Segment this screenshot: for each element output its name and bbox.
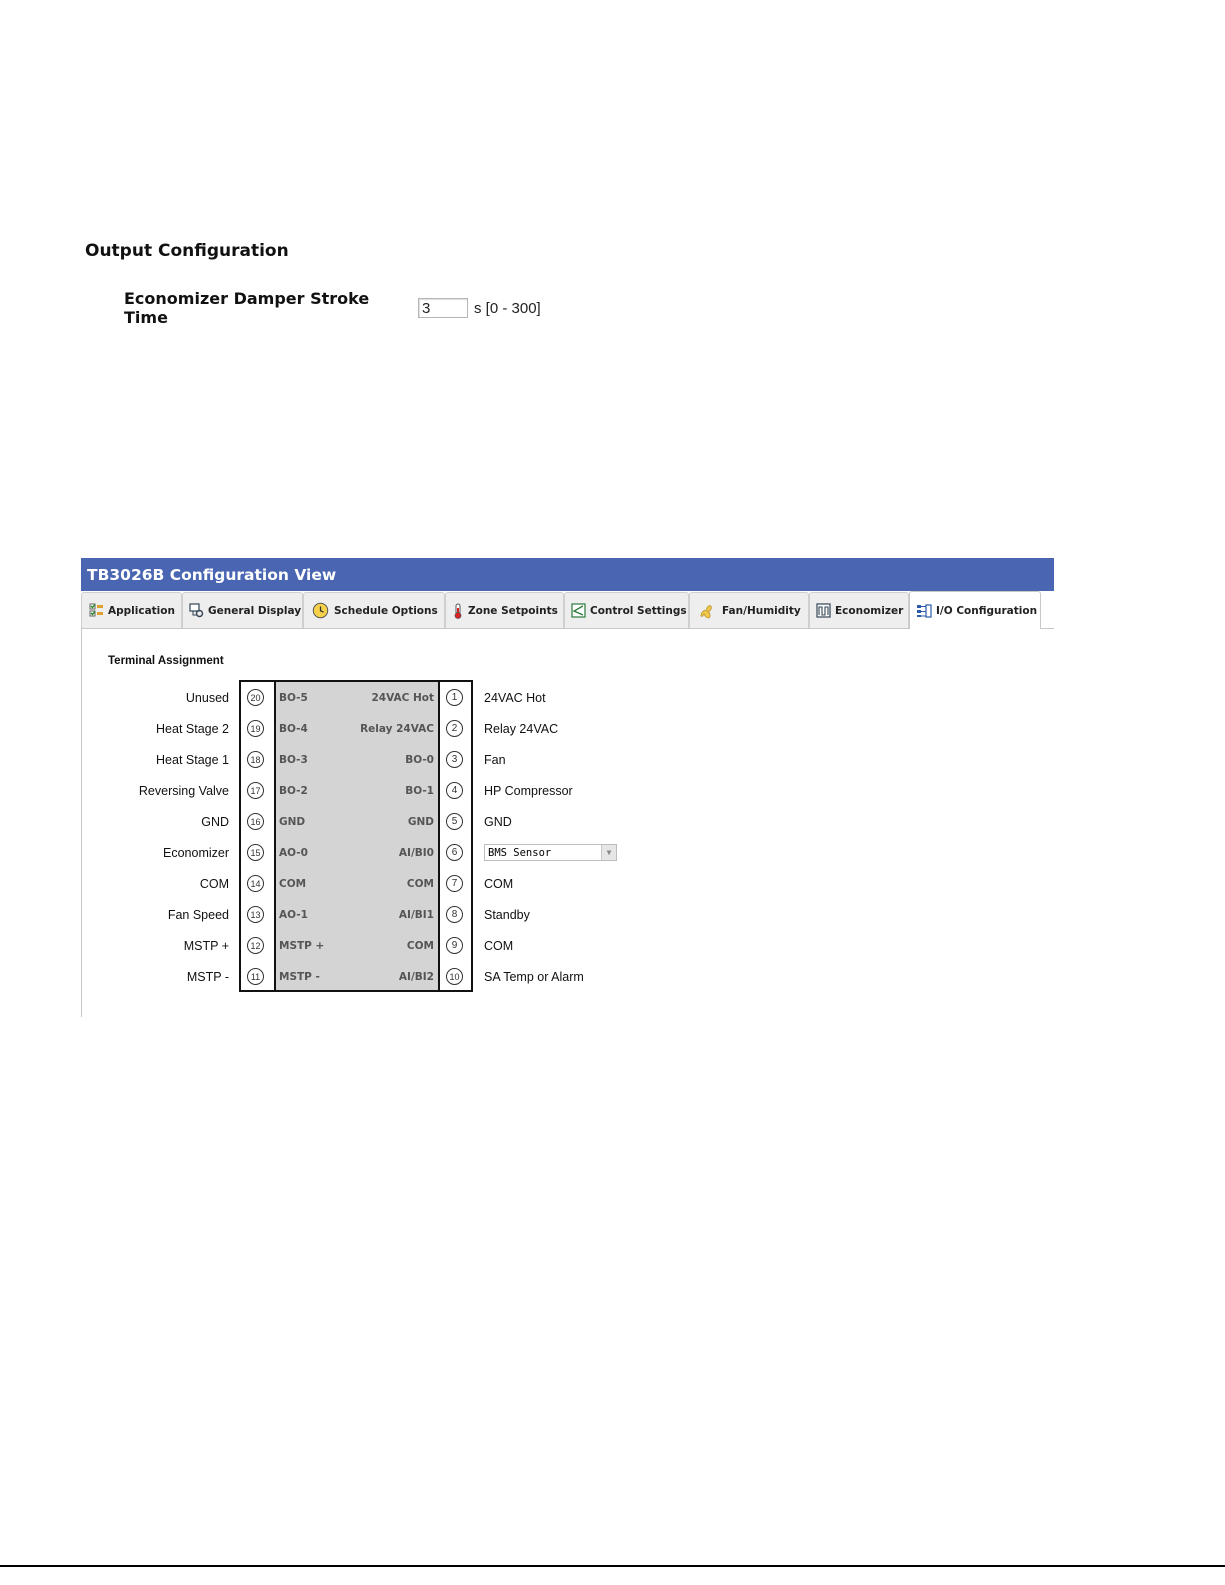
left-pin-number: 17 [247, 782, 264, 799]
damper-stroke-time-input[interactable]: 3 [418, 298, 468, 318]
tab-application[interactable] [81, 592, 182, 628]
display-settings-icon [189, 603, 204, 619]
right-terminal-name: COM [406, 939, 434, 952]
left-pin-number: 14 [247, 875, 264, 892]
tab-control-settings[interactable] [564, 592, 689, 628]
terminal-row [82, 744, 1055, 775]
left-function-label: Reversing Valve [138, 783, 229, 798]
right-function-label: 24VAC Hot [484, 690, 546, 705]
damper-stroke-time-label: Economizer Damper Stroke Time [124, 289, 370, 327]
right-function-label: SA Temp or Alarm [484, 969, 584, 984]
right-terminal-name: BO-1 [405, 784, 434, 797]
right-function-label: COM [484, 938, 514, 953]
checklist-icon [88, 603, 104, 619]
terminal-row [82, 930, 1055, 961]
left-function-label: COM [199, 876, 229, 891]
select-value: BMS Sensor [488, 846, 552, 859]
right-function-label: COM [484, 876, 514, 891]
terminal-row [82, 775, 1055, 806]
left-function-label: Fan Speed [167, 907, 229, 922]
left-terminal-name: BO-5 [279, 691, 308, 704]
chevron-down-icon[interactable]: ▼ [601, 845, 616, 860]
right-pin-number: 3 [446, 751, 463, 768]
io-icon [916, 603, 932, 619]
tab-economizer[interactable] [809, 592, 909, 628]
terminal-row [82, 837, 1055, 868]
output-configuration-title: Output Configuration [85, 241, 289, 261]
right-pin-number: 7 [446, 875, 463, 892]
tab-label: Application [108, 604, 175, 617]
tab-label: Economizer [835, 604, 904, 617]
right-terminal-name: AI/BI2 [398, 970, 434, 983]
left-function-label: Heat Stage 1 [156, 752, 229, 767]
left-pin-number: 19 [247, 720, 264, 737]
terminal-assignment-title: Terminal Assignment [108, 655, 224, 667]
terminal-row [82, 682, 1055, 713]
right-terminal-name: GND [407, 815, 434, 828]
right-terminal-name: 24VAC Hot [371, 691, 434, 704]
right-function-label: HP Compressor [484, 783, 573, 798]
tab-label: Zone Setpoints [468, 604, 558, 617]
right-pin-number: 5 [446, 813, 463, 830]
right-function-label: Relay 24VAC [484, 721, 559, 736]
terminal-row [82, 868, 1055, 899]
right-function-label: Fan [484, 752, 506, 767]
ai-bi0-function-select[interactable] [484, 844, 617, 861]
tab-zone-setpoints[interactable] [445, 592, 564, 628]
left-terminal-name: BO-3 [279, 753, 308, 766]
fan-icon [696, 603, 718, 619]
right-pin-number: 2 [446, 720, 463, 737]
right-pin-number: 9 [446, 937, 463, 954]
left-pin-number: 20 [247, 689, 264, 706]
left-terminal-name: MSTP + [279, 939, 325, 952]
tab-bar [81, 591, 1054, 629]
left-function-label: Heat Stage 2 [156, 721, 229, 736]
damper-stroke-time-row [124, 289, 541, 327]
tab-io-configuration[interactable] [909, 591, 1041, 629]
damper-stroke-time-unit: s [0 - 300] [474, 299, 541, 317]
left-function-label: MSTP - [186, 969, 229, 984]
left-function-label: MSTP + [183, 938, 229, 953]
right-terminal-name: BO-0 [405, 753, 434, 766]
right-terminal-name: Relay 24VAC [360, 722, 434, 735]
right-pin-number: 8 [446, 906, 463, 923]
left-pin-number: 15 [247, 844, 264, 861]
right-terminal-name: COM [406, 877, 434, 890]
tab-label: I/O Configuration [936, 604, 1038, 617]
terminal-row [82, 899, 1055, 930]
configuration-view [81, 558, 1054, 1016]
left-terminal-name: BO-4 [279, 722, 308, 735]
economizer-icon [816, 603, 831, 619]
left-pin-number: 18 [247, 751, 264, 768]
tab-general-display[interactable] [182, 592, 303, 628]
left-terminal-name: COM [279, 877, 307, 890]
right-terminal-name: AI/BI1 [398, 908, 434, 921]
left-pin-number: 12 [247, 937, 264, 954]
left-terminal-name: GND [279, 815, 306, 828]
terminal-row [82, 806, 1055, 837]
right-pin-number: 4 [446, 782, 463, 799]
left-function-label: GND [201, 814, 229, 829]
right-function-label: GND [484, 814, 512, 829]
tab-schedule-options[interactable] [303, 592, 445, 628]
left-terminal-name: MSTP - [279, 970, 320, 983]
configuration-view-title: TB3026B Configuration View [81, 558, 1054, 591]
tab-label: Schedule Options [334, 604, 438, 617]
thermometer-icon [452, 603, 464, 619]
io-configuration-panel [81, 629, 1054, 1017]
page-bottom-rule [0, 1565, 1225, 1567]
left-pin-number: 13 [247, 906, 264, 923]
tab-label: General Display [208, 604, 302, 617]
right-pin-number: 6 [446, 844, 463, 861]
left-terminal-name: AO-1 [279, 908, 308, 921]
left-function-label: Unused [185, 690, 229, 705]
control-chart-icon [571, 603, 586, 619]
right-pin-number: 10 [446, 968, 463, 985]
terminal-row [82, 961, 1055, 992]
left-pin-number: 16 [247, 813, 264, 830]
clock-icon [310, 603, 330, 619]
tab-label: Control Settings [590, 604, 687, 617]
left-terminal-name: BO-2 [279, 784, 308, 797]
terminal-row [82, 713, 1055, 744]
tab-label: Fan/Humidity [722, 604, 801, 617]
left-function-label: Economizer [163, 845, 229, 860]
right-pin-number: 1 [446, 689, 463, 706]
right-function-label: Standby [484, 907, 530, 922]
right-terminal-name: AI/BI0 [398, 846, 434, 859]
tab-fan-humidity[interactable] [689, 592, 809, 628]
left-terminal-name: AO-0 [279, 846, 308, 859]
left-pin-number: 11 [247, 968, 264, 985]
